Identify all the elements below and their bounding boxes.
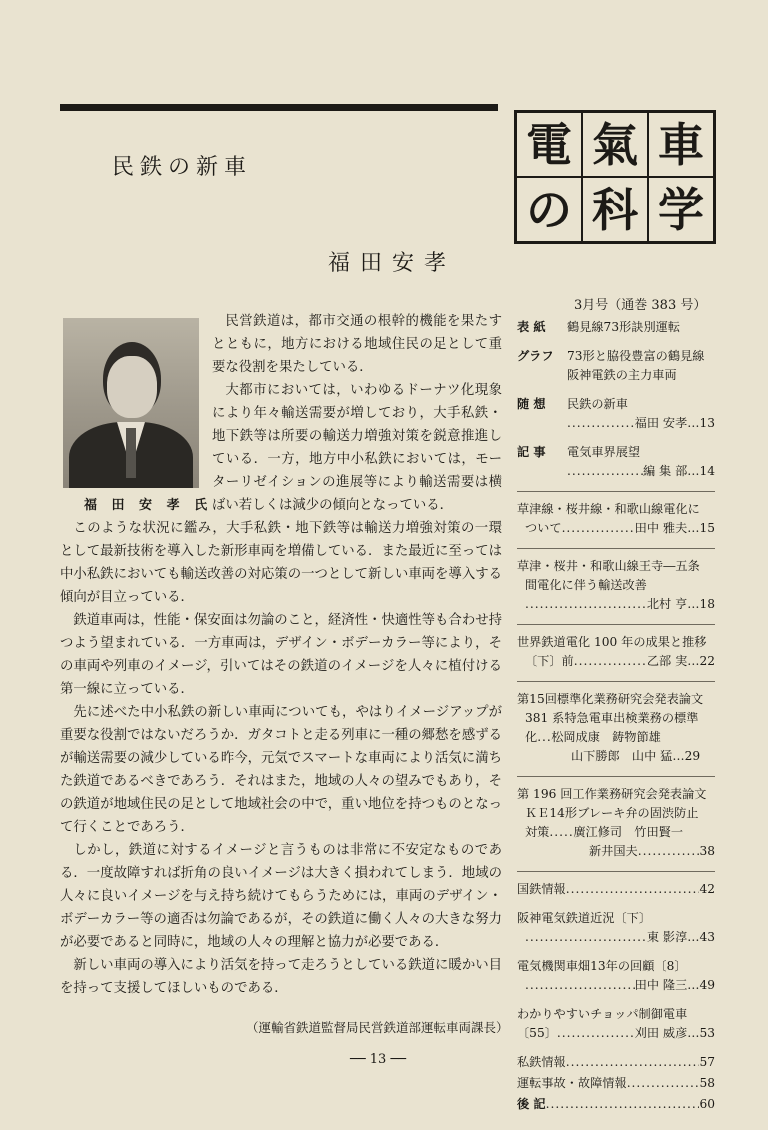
toc-page: 49 — [699, 978, 715, 992]
toc-page: 43 — [699, 930, 715, 944]
toc-page: 42 — [699, 882, 715, 896]
toc-title: 阪神電鉄の主力車両 — [567, 368, 677, 382]
toc-entry: 第15回標準化業務研究会発表論文 381 系特急電車出検業務の標準 化 ..... 松岡成康 鋳物節雄 山下勝郎 山中 猛 … 29 — [517, 690, 715, 766]
toc-title: 〔55〕 — [517, 1026, 557, 1040]
paragraph: 新しい車両の導入により活気を持って走ろうとしている鉄道に暖かい目を持って支援してほしいものである． — [60, 958, 502, 996]
paragraph: 先に述べた中小私鉄の新しい車両についても，やはりイメージアップが重要な役割ではないだろうか．ガタコトと走る列車に一種の郷愁を感ずるが輸送需要の減少している昨今，元気でスマートな車両により活気に満ちた鉄道であるべきであろう．それはまた，地域の人々の望みでもあり，その鉄道が地域住民の足として地域社会の中で，重い地位を持つものとなって行くことであろう． — [60, 705, 502, 835]
toc-title: 第15回標準化業務研究会発表論文 — [517, 692, 704, 706]
toc-entry: 電気機関車畑13年の回顧〔8〕 ..... 田中 隆三 … 49 — [517, 957, 715, 995]
toc-category: 記 事 — [517, 445, 546, 459]
header-rule — [60, 104, 498, 111]
toc-author: 山下勝郎 山中 猛 — [571, 749, 673, 763]
logo-char: 車 — [649, 113, 713, 176]
toc-entry — [517, 1053, 715, 1072]
table-of-contents — [517, 318, 715, 1124]
logo-char: 科 — [583, 178, 647, 241]
toc-title: 73形と脇役豊富の鶴見線 — [567, 349, 705, 363]
paragraph: 大都市においては，いわゆるドーナツ化現象により年々輸送需要が増しており，大手私鉄・地下鉄等は所要の輸送力増強対策を鋭意推進している．一方，地方中小私鉄においては，モーターリゼイションの進展等により輸送需要は横ばい若しくは減少の傾向となっている． — [212, 383, 502, 513]
toc-page: 57 — [699, 1055, 715, 1069]
toc-category: グラフ — [517, 349, 554, 363]
toc-title: 電気機関車畑13年の回顧〔8〕 — [517, 959, 687, 973]
toc-entry — [517, 1074, 715, 1093]
toc-page: 60 — [699, 1097, 715, 1111]
toc-page: 38 — [699, 844, 715, 858]
toc-title: 民鉄の新車 — [567, 397, 628, 411]
logo-char: 電 — [517, 113, 581, 176]
toc-title: 国鉄情報 — [517, 882, 566, 896]
toc-title: 草津・桜井・和歌山線王寺―五条 — [517, 559, 700, 573]
toc-title: 381 系特急電車出検業務の標準 — [525, 711, 699, 725]
toc-page: 13 — [699, 416, 715, 430]
toc-author: 松岡成康 鋳物節雄 — [551, 730, 661, 744]
toc-entry: 世界鉄道電化 100 年の成果と推移 〔下〕前 ..... 乙部 実 … 22 — [517, 633, 715, 671]
page-number: ── 13 ── — [350, 1052, 407, 1067]
toc-entry: わかりやすいチョッパ制御電車 〔55〕 ..... 刈田 威彦 … 53 — [517, 1005, 715, 1043]
toc-author: 乙部 実 — [646, 654, 688, 668]
toc-title: 世界鉄道電化 100 年の成果と推移 — [517, 635, 707, 649]
issue-label: 3月号（通巻 383 号） — [574, 298, 707, 313]
toc-page: 15 — [699, 521, 715, 535]
article-title: 民鉄の新車 — [112, 155, 253, 180]
toc-author: 田中 雅夫 — [634, 521, 688, 535]
toc-page: 29 — [684, 749, 701, 763]
toc-entry — [517, 318, 715, 337]
toc-entry — [517, 347, 715, 385]
toc-entry: 阪神電気鉄道近況〔下〕 ..... 東 影淳 … 43 — [517, 909, 715, 947]
toc-entry: 記 事 電気車界展望 ..... 編 集 部 … 14 — [517, 443, 715, 481]
toc-entry — [517, 880, 715, 899]
toc-title: 対策 — [525, 825, 550, 839]
toc-author: 田中 隆三 — [634, 978, 688, 992]
logo-char: の — [517, 178, 581, 241]
toc-title: 第 196 回工作業務研究会発表論文 — [517, 787, 707, 801]
toc-entry: 草津線・桜井線・和歌山線電化に ついて ..... 田中 雅夫 … 15 — [517, 500, 715, 538]
toc-author: 東 影淳 — [646, 930, 688, 944]
toc-author: 刈田 威彦 — [634, 1026, 688, 1040]
toc-page: 14 — [699, 464, 715, 478]
paragraph: しかし，鉄道に対するイメージと言うものは非常に不安定なものである．一度故障すれば折角の良いイメージは大きく損われてしまう．地域の人々に良いイメージを与え持ち続けてもらうためには，車両のデザイン・ボデーカラー等の適否は勿論であるが，その鉄道に働く人々の大きな努力が必要であると同時に，地域の人々の理解と協力が必要である． — [60, 843, 502, 950]
toc-category: 表 紙 — [517, 320, 546, 334]
toc-title: わかりやすいチョッパ制御電車 — [517, 1007, 688, 1021]
toc-title: 私鉄情報 — [517, 1055, 566, 1069]
toc-page: 22 — [699, 654, 715, 668]
toc-title: 化 — [525, 730, 538, 744]
toc-author: 廣江修司 竹田賢一 — [573, 825, 684, 839]
toc-title: 草津線・桜井線・和歌山線電化に — [517, 502, 700, 516]
paragraph: 民営鉄道は，都市交通の根幹的機能を果たすとともに，地方における地域住民の足として重要な役割を果たしている． — [212, 314, 502, 375]
toc-category: 後 記 — [517, 1097, 546, 1111]
author-affiliation: （運輸省鉄道監督局民営鉄道部運転車両課長） — [246, 1020, 509, 1035]
toc-entry — [517, 785, 715, 861]
toc-title: ついて — [525, 521, 562, 535]
paragraph: このような状況に鑑み，大手私鉄・地下鉄等は輸送力増強対策の一環として最新技術を導入した新形車両を増備している．また最近に至っては中小私鉄においても輸送改善の対応策の一つとして新しい車両を導入する傾向が目立っている． — [60, 521, 502, 605]
toc-title: 阪神電気鉄道近況〔下〕 — [517, 911, 652, 925]
toc-author: 福田 安孝 — [634, 416, 688, 430]
toc-author: 編 集 部 — [642, 464, 688, 478]
logo-char: 学 — [649, 178, 713, 241]
toc-entry: 草津・桜井・和歌山線王寺―五条 間電化に伴う輸送改善 ..... 北村 亨 … 18 — [517, 557, 715, 614]
article-body — [60, 310, 502, 1000]
toc-title: 〔下〕前 — [525, 654, 574, 668]
logo-char: 氣 — [583, 113, 647, 176]
photo-caption: 福 田 安 孝 氏 — [84, 498, 213, 513]
toc-entry: 随 想 民鉄の新車 ..... 福田 安孝 … 13 — [517, 395, 715, 433]
toc-entry — [517, 1095, 715, 1114]
toc-title: 間電化に伴う輸送改善 — [525, 578, 647, 592]
toc-title: 運転事故・故障情報 — [517, 1076, 627, 1090]
toc-title: ＫＥ14形ブレーキ弁の固渋防止 — [525, 806, 699, 820]
article-author: 福田安孝 — [328, 251, 457, 276]
paragraph: 鉄道車両は，性能・保安面は勿論のこと，経済性・快適性等も合わせ持つよう望まれている．一方車両は，デザイン・ボデーカラー等により，その車両や列車のイメージ，引いてはその鉄道のイメージを人々に植付ける第一線に立っている． — [60, 613, 502, 697]
toc-page: 18 — [699, 597, 715, 611]
toc-page: 58 — [699, 1076, 715, 1090]
toc-category: 随 想 — [517, 397, 546, 411]
toc-author: 新井国夫 — [589, 844, 638, 858]
toc-author: 北村 亨 — [646, 597, 688, 611]
toc-title: 鶴見線73形訣別運転 — [567, 320, 681, 334]
magazine-logo — [514, 110, 716, 244]
toc-page: 53 — [699, 1026, 715, 1040]
toc-title: 電気車界展望 — [567, 445, 641, 459]
